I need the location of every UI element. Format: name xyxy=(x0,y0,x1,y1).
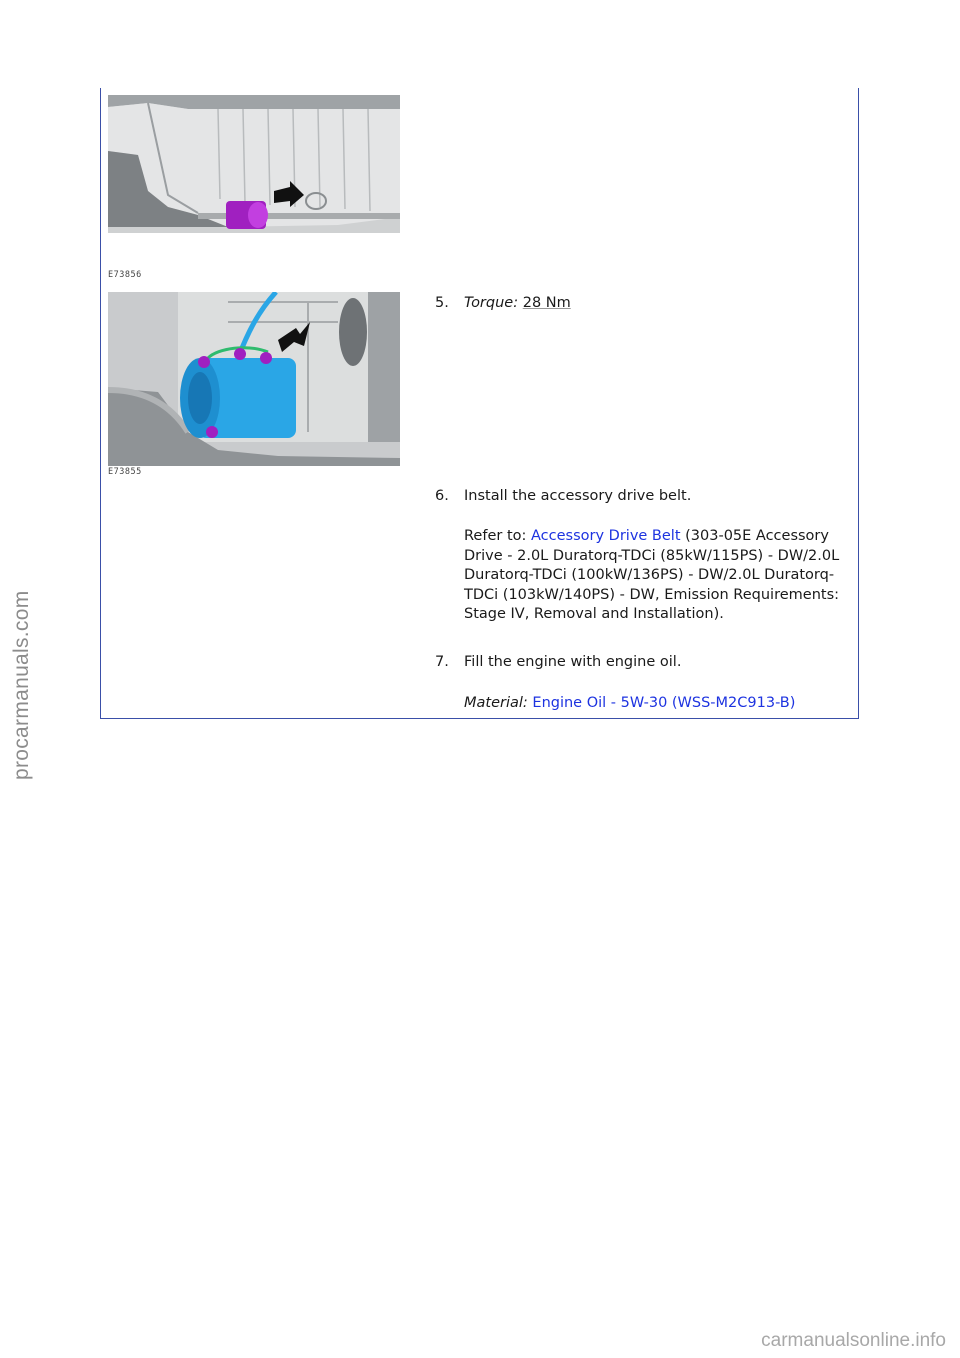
step-5 xyxy=(435,294,855,314)
torque-value: 28 Nm xyxy=(522,295,571,311)
step-number: 7. xyxy=(435,654,449,670)
material-label: Material: xyxy=(464,695,528,711)
step-6-text: Install the accessory drive belt. xyxy=(464,488,692,504)
figure-code-e73855: E73855 xyxy=(108,467,142,477)
refer-to-text: (303-05E Accessory Drive - 2.0L Duratorq-TDCi (85kW/115PS) - DW/2.0L Duratorq-TDCi (100kW/136PS) - DW/2.0L Duratorq-TDCi (103kW/140PS) - DW, Emission Requirements: Stage IV, Removal and Installation). xyxy=(464,528,840,622)
engine-oil-link[interactable]: Engine Oil - 5W-30 (WSS-M2C913-B) xyxy=(532,695,796,711)
torque-label: Torque: xyxy=(464,295,519,311)
figure-code-e73856: E73856 xyxy=(108,270,142,280)
step-7-material xyxy=(464,694,844,714)
step-7-text: Fill the engine with engine oil. xyxy=(464,654,682,670)
watermark-procarmanuals: procarmanuals.com xyxy=(10,590,33,780)
step-number: 5. xyxy=(435,295,449,311)
accessory-drive-belt-link[interactable]: Accessory Drive Belt xyxy=(531,528,681,544)
step-number: 6. xyxy=(435,488,449,504)
figure-ac-compressor xyxy=(108,292,400,466)
step-6 xyxy=(435,487,855,507)
step-7 xyxy=(435,653,855,673)
watermark-carmanualsonline: carmanualsonline.info xyxy=(761,1330,946,1351)
refer-to-label: Refer to: xyxy=(464,528,527,544)
step-6-reference xyxy=(464,527,844,625)
figure-oil-pan-drain-plug xyxy=(108,95,400,233)
